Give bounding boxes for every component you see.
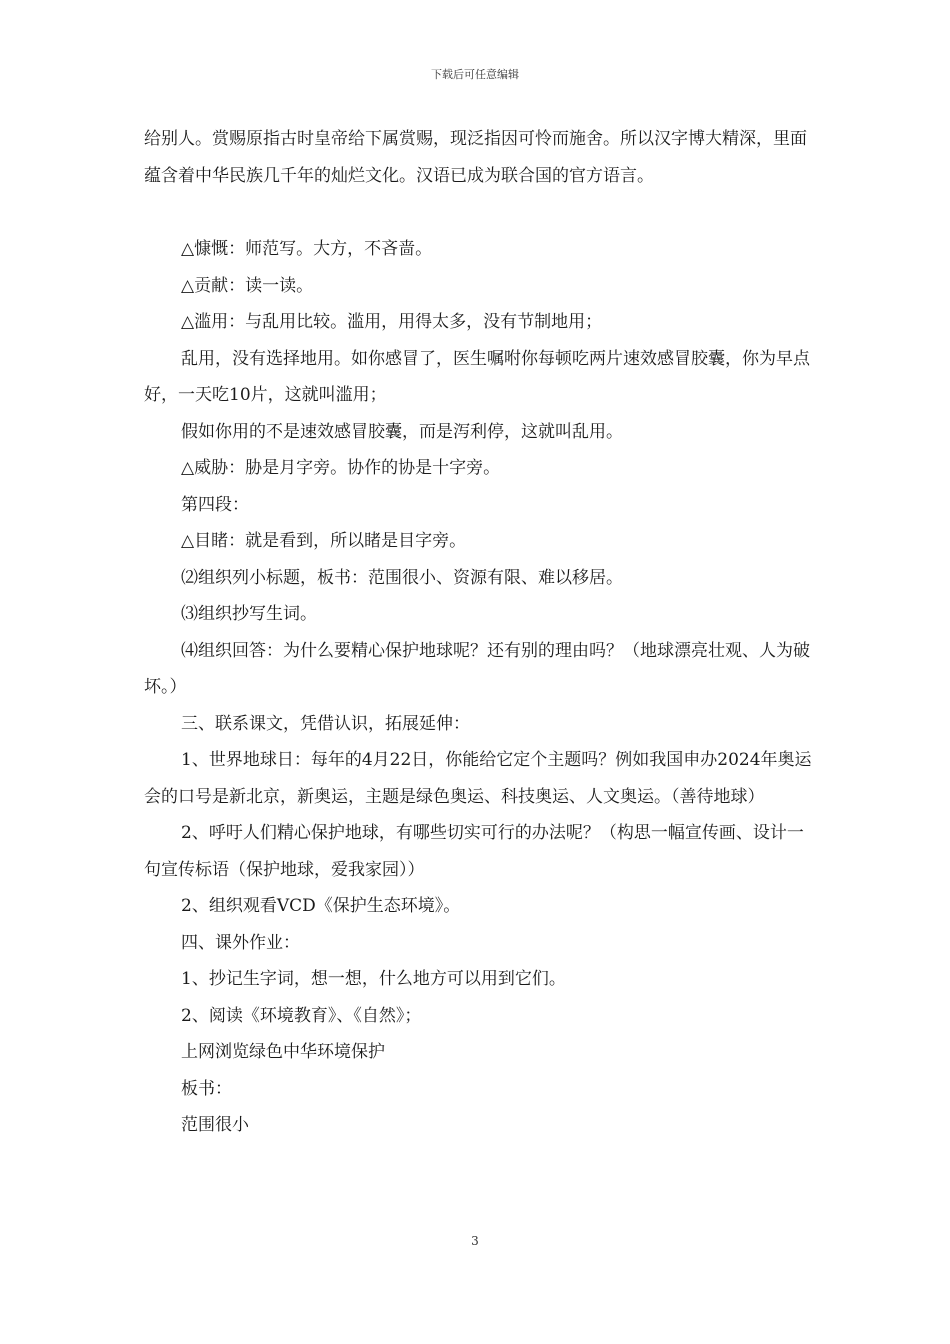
paragraph: 2、组织观看VCD《保护生态环境》。 <box>181 896 461 916</box>
section-label: 第四段： <box>181 494 249 515</box>
paragraph: 范围很小 <box>181 1115 249 1135</box>
paragraph: ⑷组织回答：为什么要精心保护地球呢？还有别的理由吗？（地球漂亮壮观、人为破坏。） <box>144 640 810 697</box>
paragraph: △滥用：与乱用比较。滥用，用得太多，没有节制地用； <box>181 312 603 332</box>
paragraph: 假如你用的不是速效感冒胶囊，而是泻利停，这就叫乱用。 <box>181 421 623 442</box>
paragraph: △贡献：读一读。 <box>181 275 314 296</box>
paragraph: 乱用，没有选择地用。如你感冒了，医生嘱咐你每顿吃两片速效感冒胶囊，你为早点好，一天吃10片，这就叫滥用； <box>144 348 810 405</box>
section-heading: 四、课外作业： <box>181 932 300 953</box>
paragraph: 给别人。赏赐原指古时皇帝给下属赏赐，现泛指因可怜而施舍。所以汉字博大精深，里面蕴含着中华民族几千年的灿烂文化。汉语已成为联合国的官方语言。 <box>144 129 807 186</box>
paragraph: ⑶组织抄写生词。 <box>181 604 317 624</box>
section-heading: 三、联系课文，凭借认识，拓展延伸： <box>181 713 470 734</box>
paragraph: 1、世界地球日：每年的4月22日，你能给它定个主题吗？例如我国申办2024年奥运会的口号是新北京，新奥运，主题是绿色奥运、科技奥运、人文奥运。（善待地球） <box>144 750 812 807</box>
paragraph: 2、阅读《环境教育》、《自然》； <box>181 1005 422 1026</box>
paragraph: 上网浏览绿色中华环境保护 <box>181 1042 385 1062</box>
document-body <box>144 121 820 1144</box>
paragraph: ⑵组织列小标题，板书：范围很小、资源有限、难以移居。 <box>181 567 623 588</box>
section-label: 板书： <box>181 1078 232 1099</box>
paragraph: 2、呼吁人们精心保护地球，有哪些切实可行的办法呢？（构思一幅宣传画、设计一句宣传标语（保护地球，爱我家园）） <box>144 823 804 880</box>
page-number: 3 <box>471 1234 479 1248</box>
paragraph: △目睹：就是看到，所以睹是目字旁。 <box>181 531 467 551</box>
paragraph: △慷慨：师范写。大方，不吝啬。 <box>181 239 433 259</box>
paragraph-spacer <box>144 194 820 231</box>
page-header: 下载后可任意编辑 <box>431 68 519 81</box>
paragraph: △威胁：胁是月字旁。协作的协是十字旁。 <box>181 458 501 478</box>
paragraph: 1、抄记生字词，想一想，什么地方可以用到它们。 <box>181 969 566 989</box>
